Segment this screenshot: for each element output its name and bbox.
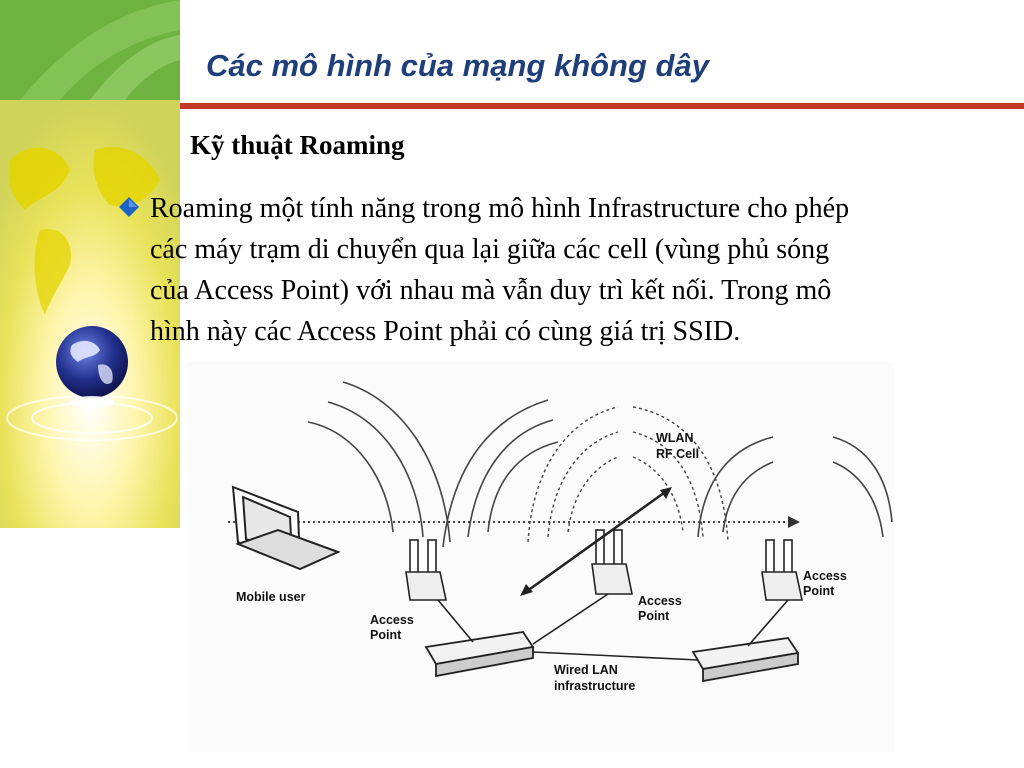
body-line-4: hình này các Access Point phải có cùng giá trị SSID.	[150, 316, 741, 347]
body-line-3: của Access Point) với nhau mà vẫn duy trì kết nối. Trong mô	[150, 275, 832, 306]
bullet-paragraph	[150, 188, 1012, 352]
body-line-2: các máy trạm di chuyển qua lại giữa các cell (vùng phủ sóng	[150, 234, 830, 265]
wired-lan-label: Wired LAN	[554, 663, 618, 677]
title-divider	[180, 103, 1024, 109]
header-green-block	[0, 0, 180, 100]
ap-right-label-2: Point	[803, 584, 835, 598]
ap-middle-label-2: Point	[638, 609, 670, 623]
ap-right-label-1: Access	[803, 569, 847, 583]
ap-left-label-2: Point	[370, 628, 402, 642]
slide-title: Các mô hình của mạng không dây	[206, 48, 709, 83]
diamond-bullet-icon	[118, 196, 140, 218]
ap-left-label-1: Access	[370, 613, 414, 627]
rf-cell-label: RF Cell	[656, 447, 700, 461]
roaming-diagram	[188, 362, 894, 752]
ap-middle-label-1: Access	[638, 594, 682, 608]
body-line-1: Roaming một tính năng trong mô hình Infrastructure cho phép	[150, 193, 850, 224]
wlan-label: WLAN	[656, 431, 694, 445]
wired-infra-label: infrastructure	[554, 679, 636, 693]
slide-subtitle: Kỹ thuật Roaming	[190, 130, 405, 160]
mobile-user-label: Mobile user	[236, 590, 306, 604]
